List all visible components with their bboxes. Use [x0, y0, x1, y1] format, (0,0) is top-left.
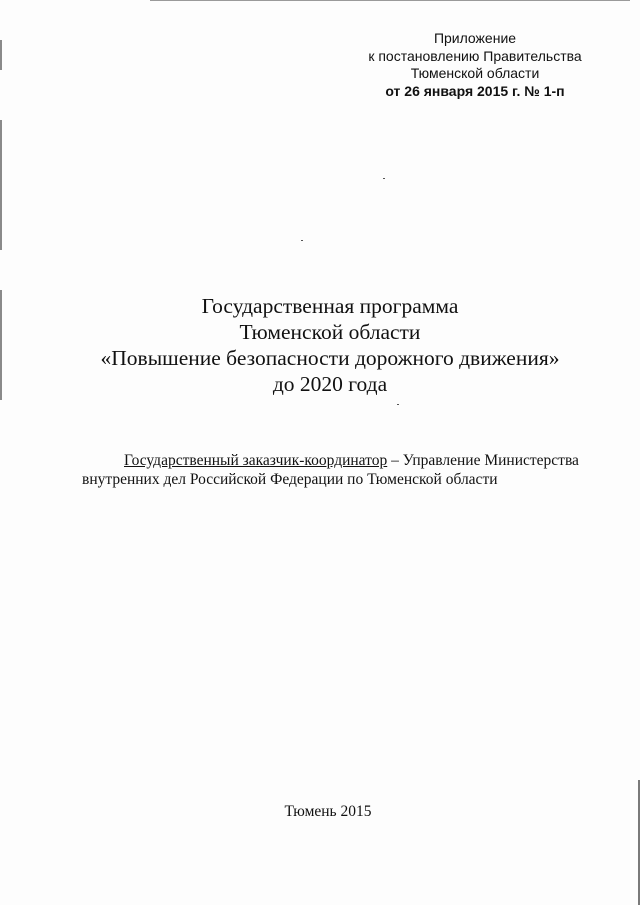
program-title-line-2: Тюменской области [239, 320, 421, 344]
appendix-date-number: от 26 января 2015 г. № 1-п [385, 82, 565, 99]
state-customer-text-1: Управление Министерства [402, 452, 579, 469]
scan-left-edge [0, 120, 2, 250]
state-customer-dash: – [387, 452, 403, 469]
city-year: Тюмень 2015 [284, 803, 372, 820]
scan-left-edge [0, 40, 2, 70]
program-title-line-3: «Повышение безопасности дорожного движения» [100, 346, 560, 370]
program-title-line-4: до 2020 года [272, 372, 388, 396]
appendix-title: Приложение [433, 30, 517, 46]
appendix-region-line: Тюменской области [410, 65, 540, 81]
program-title [60, 293, 600, 397]
state-customer-line-1 [82, 452, 602, 471]
appendix-resolution-line: к постановлению Правительства [368, 47, 582, 64]
state-customer-paragraph [82, 452, 602, 489]
scan-left-edge [0, 290, 2, 400]
scan-speck [301, 240, 303, 241]
scan-top-border [150, 0, 630, 1]
state-customer-line-2: внутренних дел Российской Федерации по Тюменской области [82, 470, 498, 488]
state-customer-label: Государственный заказчик-координатор [124, 452, 388, 469]
scan-speck [383, 178, 385, 179]
appendix-header [330, 30, 620, 100]
scan-speck [397, 404, 399, 405]
program-title-line-1: Государственная программа [201, 294, 459, 318]
